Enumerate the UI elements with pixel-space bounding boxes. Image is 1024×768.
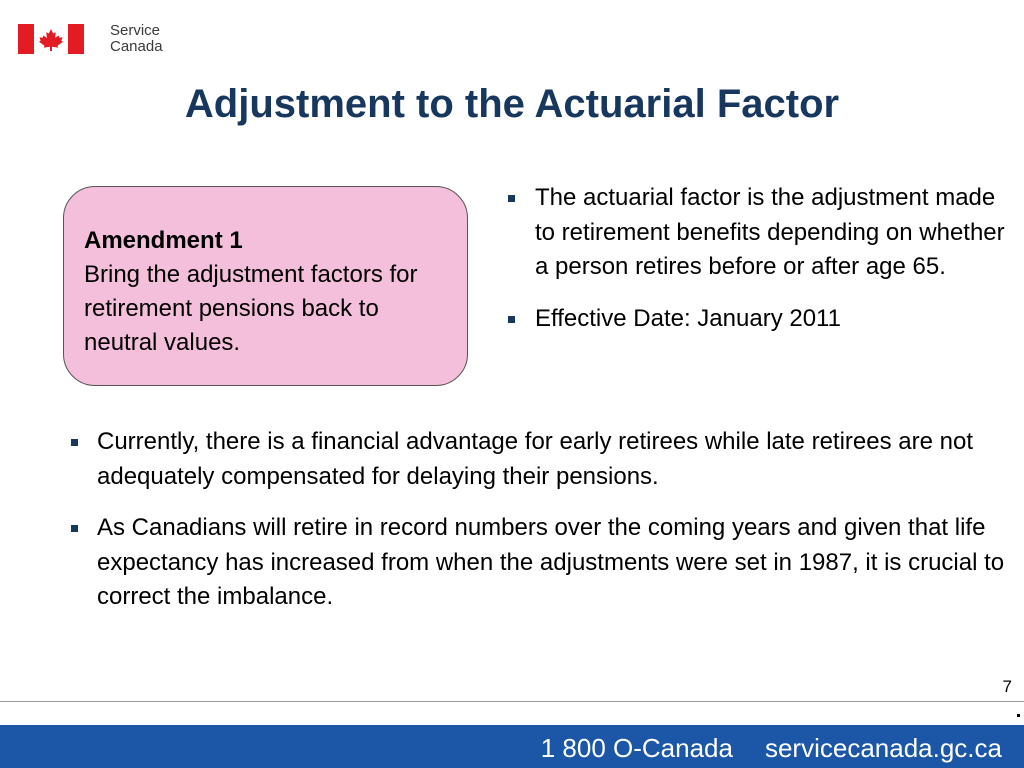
amendment-text: Bring the adjustment factors for retirement pensions back to neutral values. <box>84 261 418 356</box>
footer-divider <box>0 701 1024 702</box>
logo-line-service: Service <box>110 22 161 39</box>
footer-bar <box>0 725 1024 768</box>
bullet-text: Currently, there is a financial advantage for early retirees while late retirees are not adequately compensated for delaying their pensions. <box>97 428 973 490</box>
square-bullet-icon <box>71 525 78 532</box>
slide-title: Adjustment to the Actuarial Factor <box>184 82 840 126</box>
logo-line-canada: Canada <box>110 38 163 55</box>
bottom-bullet-list <box>71 425 1011 632</box>
footer-phone: 1 800 O-Canada <box>540 733 733 763</box>
amendment-box <box>63 186 468 386</box>
service-canada-logo <box>18 24 163 55</box>
list-item <box>71 425 1011 494</box>
footer-contact <box>541 733 1002 763</box>
right-bullet-list <box>508 181 1013 353</box>
canada-flag-icon <box>18 24 84 54</box>
amendment-heading: Amendment 1 <box>84 227 243 254</box>
footer-website: servicecanada.gc.ca <box>764 733 1002 763</box>
page-number: 7 <box>1002 677 1012 696</box>
list-item <box>508 302 1013 337</box>
list-item <box>508 181 1013 285</box>
bullet-text: Effective Date: January 2011 <box>535 304 841 332</box>
square-bullet-icon <box>508 316 515 323</box>
bullet-text: As Canadians will retire in record numbers over the coming years and given that life expectancy has increased from when the adjustments were set in 1987, it is crucial to correct the imbalance. <box>97 514 1005 610</box>
square-bullet-icon <box>71 439 78 446</box>
bullet-text: The actuarial factor is the adjustment made to retirement benefits depending on whether a person retires before or after age 65. <box>535 184 1005 280</box>
logo-text <box>110 23 163 55</box>
square-bullet-icon <box>508 195 515 202</box>
corner-dot <box>1017 714 1020 717</box>
list-item <box>71 511 1011 615</box>
